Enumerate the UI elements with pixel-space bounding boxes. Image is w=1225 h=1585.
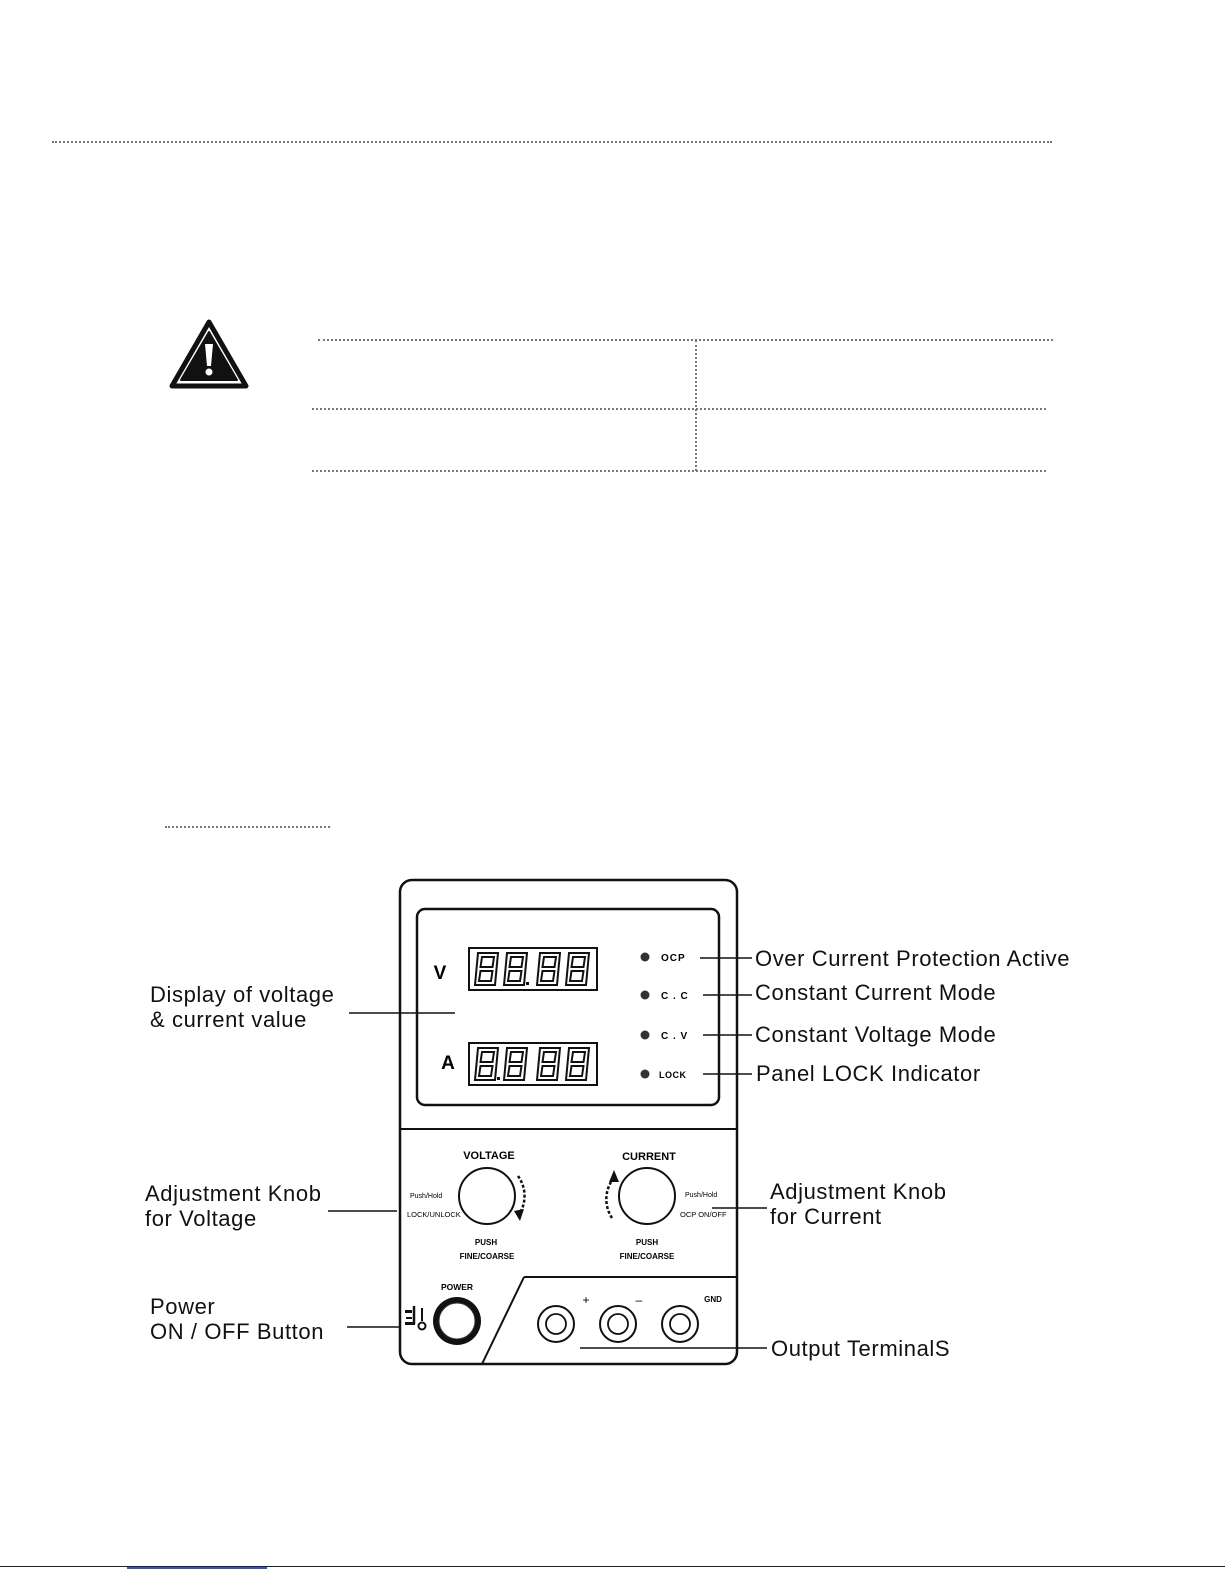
current-knob-side-line2: OCP ON/OFF [680,1210,727,1219]
voltage-unit-label: V [433,963,447,984]
terminal-minus-label: – [635,1293,643,1307]
callout-voltage-knob: Adjustment Knob for Voltage [145,1181,322,1231]
voltage-knob-side-line2: LOCK/UNLOCK [407,1210,461,1219]
voltage-knob-title: VOLTAGE [463,1150,515,1162]
terminal-plus-label: + [582,1293,590,1307]
indicator-cv-label: C . V [661,1031,689,1042]
indicator-cc-label: C . C [661,991,689,1002]
footer-accent-rule [127,1567,267,1569]
voltage-knob-bottom-line1: PUSH [474,1238,498,1247]
current-knob-side-line1: Push/Hold [685,1192,718,1199]
current-knob-bottom-line2: FINE/COARSE [619,1252,675,1261]
callout-display: Display of voltage & current value [150,982,335,1032]
voltage-knob-bottom-line2: FINE/COARSE [459,1252,515,1261]
current-knob-title: CURRENT [622,1151,676,1163]
power-label: POWER [440,1282,474,1292]
callout-ocp: Over Current Protection Active [755,946,1071,971]
callout-cc: Constant Current Mode [755,980,997,1005]
callout-power: Power ON / OFF Button [150,1294,325,1344]
callout-cv: Constant Voltage Mode [755,1022,997,1047]
current-knob-bottom-line1: PUSH [635,1238,659,1247]
terminal-gnd-label: GND [704,1295,722,1304]
callout-terminals: Output TerminalS [771,1336,951,1361]
callout-lock: Panel LOCK Indicator [756,1061,981,1086]
voltage-knob-side-line1: Push/Hold [410,1193,443,1200]
current-unit-label: A [441,1053,455,1074]
indicator-ocp-label: OCP [661,953,686,964]
indicator-lock-label: LOCK [659,1070,687,1080]
callout-current-knob: Adjustment Knob for Current [770,1179,947,1229]
